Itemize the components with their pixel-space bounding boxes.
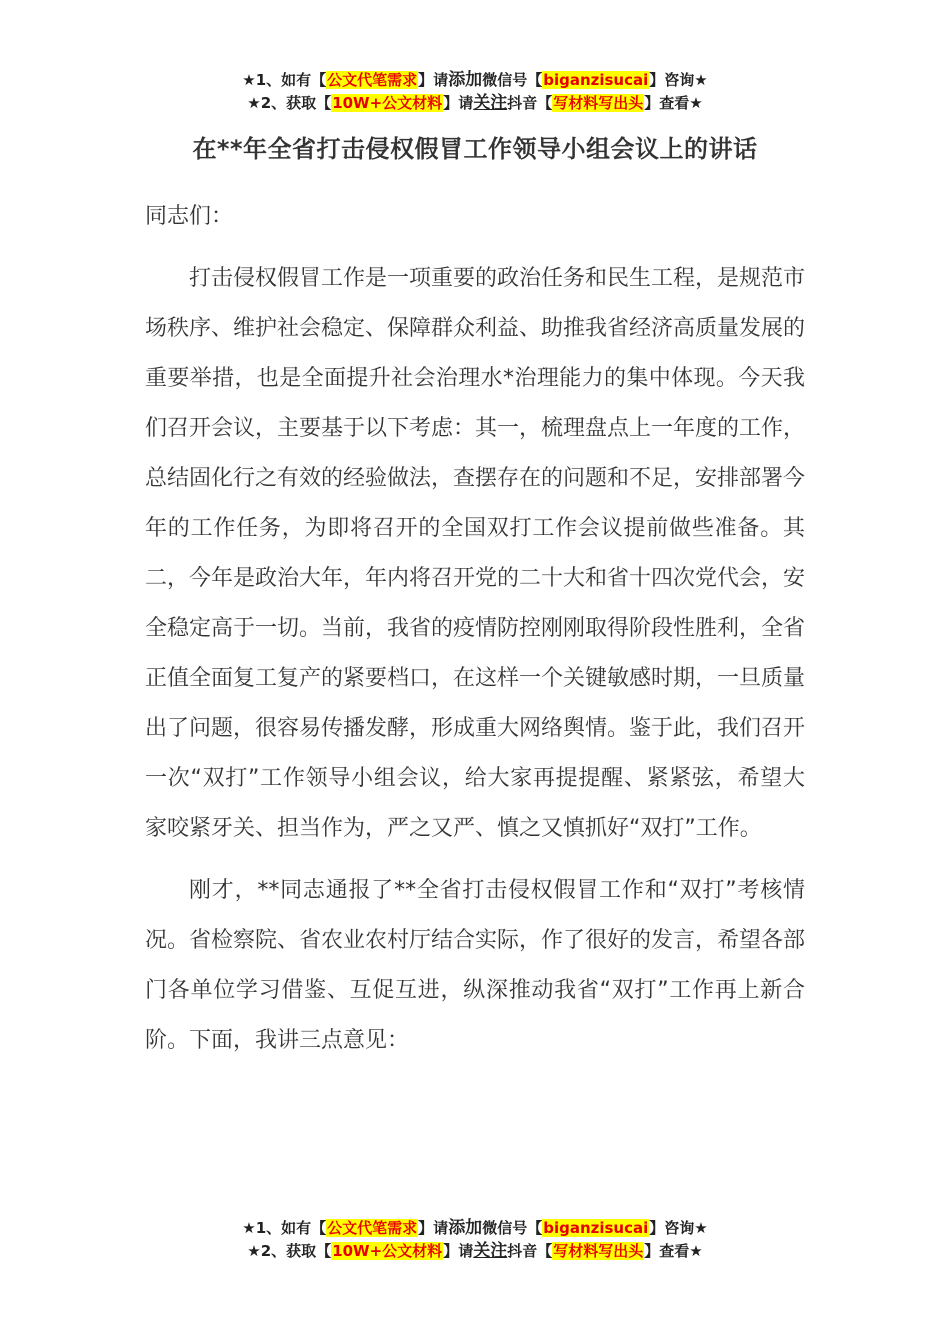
document-title: 在**年全省打击侵权假冒工作领导小组会议上的讲话 xyxy=(192,135,758,163)
banner-text: 】请 xyxy=(443,1242,474,1260)
banner-text: ★2、获取【 xyxy=(247,94,332,112)
banner-text: 】请 xyxy=(418,1219,449,1237)
salutation: 同志们： xyxy=(145,204,234,229)
banner-text: ★1、如有【 xyxy=(242,1219,327,1237)
banner-text: 】咨询★ xyxy=(649,1219,708,1237)
highlight-text: 公文代笔需求 xyxy=(327,1219,418,1237)
banner-line-2 xyxy=(0,92,950,115)
banner-text: 】请 xyxy=(418,71,449,89)
douyin-id-highlight: 写材料写出头 xyxy=(553,1242,644,1260)
banner-text: 】查看★ xyxy=(644,1242,703,1260)
wechat-id-highlight: biganzisucai xyxy=(543,1219,649,1237)
body-paragraph: 刚才，**同志通报了**全省打击侵权假冒工作和“双打”考核情况。省检察院、省农业农村厅结合实际，作了很好的发言，希望各部门各单位学习借鉴、互促互进，纵深推动我省“双打”工作再上新合阶。下面，我讲三点意见： xyxy=(145,878,806,1053)
banner-text: ★2、获取【 xyxy=(247,1242,332,1260)
highlight-text: 10W+公文材料 xyxy=(332,1242,443,1260)
banner-line-1 xyxy=(0,1217,950,1240)
wechat-id-highlight: biganzisucai xyxy=(543,71,649,89)
banner-text: 抖音【 xyxy=(507,94,553,112)
highlight-text: 公文代笔需求 xyxy=(327,71,418,89)
banner-text: 】查看★ xyxy=(644,94,703,112)
banner-text: 】咨询★ xyxy=(649,71,708,89)
banner-text: 】请 xyxy=(443,94,474,112)
header-banner xyxy=(0,69,950,115)
banner-text: 抖音【 xyxy=(507,1242,553,1260)
banner-text: 微信号【 xyxy=(482,71,543,89)
emphasis-text: 关注 xyxy=(473,93,508,113)
banner-line-2 xyxy=(0,1240,950,1263)
douyin-id-highlight: 写材料写出头 xyxy=(553,94,644,112)
body-paragraph: 打击侵权假冒工作是一项重要的政治任务和民生工程，是规范市场秩序、维护社会稳定、保障群众利益、助推我省经济高质量发展的重要举措，也是全面提升社会治理水*治理能力的集中体现。今天我们召开会议，主要基于以下考虑：其一，梳理盘点上一年度的工作，总结固化行之有效的经验做法，查摆存在的问题和不足，安排部署今年的工作任务，为即将召开的全国双打工作会议提前做些准备。其二，今年是政治大年，年内将召开党的二十大和省十四次党代会，安全稳定高于一切。当前，我省的疫情防控刚刚取得阶段性胜利，全省正值全面复工复产的紧要档口，在这样一个关键敏感时期，一旦质量出了问题，很容易传播发酵，形成重大网络舆情。鉴于此，我们召开一次“双打”工作领导小组会议，给大家再提提醒、紧紧弦，希望大家咬紧牙关、担当作为，严之又严、慎之又慎抓好“双打”工作。 xyxy=(145,266,806,841)
document-body xyxy=(145,192,805,1066)
banner-text: ★1、如有【 xyxy=(242,71,327,89)
emphasis-text: 添加 xyxy=(448,1218,483,1238)
banner-text: 微信号【 xyxy=(482,1219,543,1237)
footer-banner xyxy=(0,1217,950,1263)
highlight-text: 10W+公文材料 xyxy=(332,94,443,112)
emphasis-text: 添加 xyxy=(448,70,483,90)
emphasis-text: 关注 xyxy=(473,1241,508,1261)
banner-line-1 xyxy=(0,69,950,92)
